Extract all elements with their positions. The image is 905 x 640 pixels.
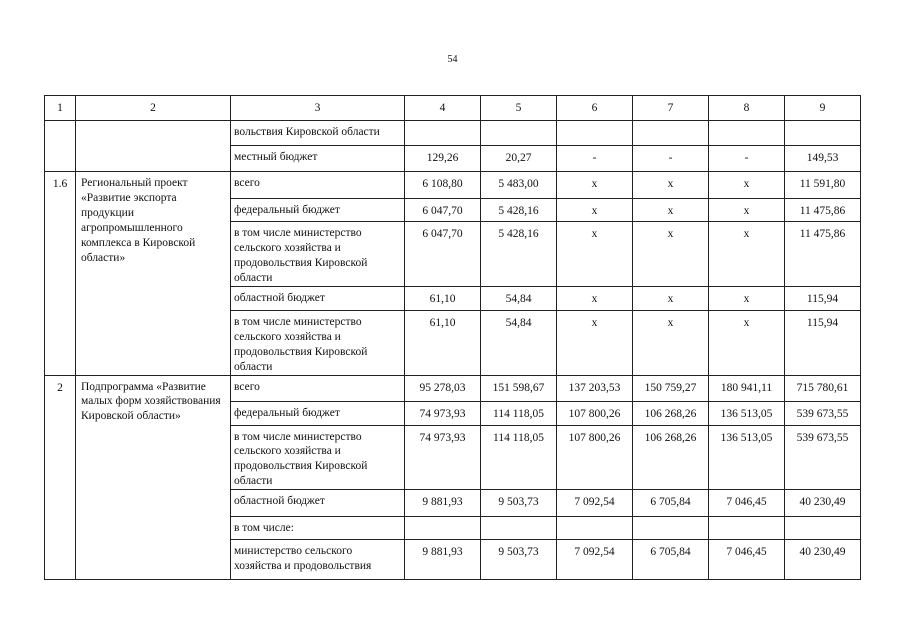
funding-source: вольствия Кировской области — [231, 121, 405, 146]
amount-cell: 95 278,03 — [405, 375, 481, 401]
amount-cell: 6 705,84 — [633, 490, 709, 517]
amount-cell: x — [557, 286, 633, 310]
amount-cell: 129,26 — [405, 146, 481, 172]
amount-cell: 150 759,27 — [633, 375, 709, 401]
amount-cell: 11 475,86 — [785, 222, 861, 287]
amount-cell: 40 230,49 — [785, 490, 861, 517]
amount-cell — [709, 517, 785, 540]
amount-cell: x — [709, 222, 785, 287]
amount-cell: x — [633, 199, 709, 222]
funding-source: федеральный бюджет — [231, 401, 405, 425]
amount-cell: 151 598,67 — [481, 375, 557, 401]
funding-source: министерство сельского хозяйства и продовольствия — [231, 540, 405, 580]
header-cell: 2 — [76, 96, 231, 121]
amount-cell: 114 118,05 — [481, 425, 557, 490]
amount-cell — [633, 517, 709, 540]
amount-cell: 106 268,26 — [633, 425, 709, 490]
amount-cell: 9 881,93 — [405, 490, 481, 517]
header-cell: 4 — [405, 96, 481, 121]
amount-cell: 11 475,86 — [785, 199, 861, 222]
amount-cell: 715 780,61 — [785, 375, 861, 401]
amount-cell: 20,27 — [481, 146, 557, 172]
amount-cell: x — [633, 286, 709, 310]
amount-cell: 7 092,54 — [557, 490, 633, 517]
amount-cell: 11 591,80 — [785, 172, 861, 199]
table-row — [45, 121, 861, 146]
funding-source: областной бюджет — [231, 286, 405, 310]
amount-cell: x — [557, 199, 633, 222]
header-cell: 5 — [481, 96, 557, 121]
page-number: 54 — [447, 54, 458, 65]
amount-cell — [405, 517, 481, 540]
amount-cell: 74 973,93 — [405, 401, 481, 425]
funding-source: всего — [231, 375, 405, 401]
amount-cell: 5 428,16 — [481, 222, 557, 287]
amount-cell: x — [709, 199, 785, 222]
amount-cell: x — [557, 310, 633, 375]
amount-cell: 9 503,73 — [481, 540, 557, 580]
amount-cell: 6 047,70 — [405, 199, 481, 222]
amount-cell — [709, 121, 785, 146]
header-cell: 8 — [709, 96, 785, 121]
amount-cell — [557, 517, 633, 540]
amount-cell: 114 118,05 — [481, 401, 557, 425]
amount-cell — [633, 121, 709, 146]
amount-cell: 539 673,55 — [785, 401, 861, 425]
item-name — [76, 121, 231, 172]
funding-source: в том числе: — [231, 517, 405, 540]
amount-cell: 149,53 — [785, 146, 861, 172]
amount-cell: x — [709, 286, 785, 310]
amount-cell: 40 230,49 — [785, 540, 861, 580]
funding-source: местный бюджет — [231, 146, 405, 172]
funding-source: в том числе министерство сельского хозяйства и продовольствия Кировской области — [231, 222, 405, 287]
amount-cell: x — [633, 310, 709, 375]
amount-cell: x — [633, 222, 709, 287]
amount-cell: 136 513,05 — [709, 401, 785, 425]
amount-cell: 54,84 — [481, 310, 557, 375]
funding-source: в том числе министерство сельского хозяйства и продовольствия Кировской области — [231, 425, 405, 490]
amount-cell: x — [709, 310, 785, 375]
amount-cell: 61,10 — [405, 286, 481, 310]
table-row — [45, 375, 861, 401]
amount-cell — [481, 517, 557, 540]
funding-source: в том числе министерство сельского хозяйства и продовольствия Кировской области — [231, 310, 405, 375]
funding-source: федеральный бюджет — [231, 199, 405, 222]
amount-cell: 136 513,05 — [709, 425, 785, 490]
amount-cell: - — [557, 146, 633, 172]
amount-cell: x — [709, 172, 785, 199]
amount-cell: 6 705,84 — [633, 540, 709, 580]
header-cell: 9 — [785, 96, 861, 121]
funding-source: всего — [231, 172, 405, 199]
amount-cell: 539 673,55 — [785, 425, 861, 490]
amount-cell: 115,94 — [785, 286, 861, 310]
amount-cell: 7 092,54 — [557, 540, 633, 580]
item-number — [45, 121, 76, 172]
amount-cell — [405, 121, 481, 146]
header-cell: 1 — [45, 96, 76, 121]
amount-cell: 54,84 — [481, 286, 557, 310]
amount-cell — [481, 121, 557, 146]
table-header-row — [45, 96, 861, 121]
amount-cell: 9 503,73 — [481, 490, 557, 517]
amount-cell: x — [557, 172, 633, 199]
amount-cell: 7 046,45 — [709, 490, 785, 517]
item-name: Подпрограмма «Развитие малых форм хозяйствования Кировской области» — [76, 375, 231, 580]
amount-cell — [785, 121, 861, 146]
amount-cell: 9 881,93 — [405, 540, 481, 580]
amount-cell: 106 268,26 — [633, 401, 709, 425]
amount-cell: 7 046,45 — [709, 540, 785, 580]
header-cell: 7 — [633, 96, 709, 121]
amount-cell: x — [557, 222, 633, 287]
item-number: 1.6 — [45, 172, 76, 376]
amount-cell: - — [633, 146, 709, 172]
amount-cell: 137 203,53 — [557, 375, 633, 401]
header-cell: 6 — [557, 96, 633, 121]
amount-cell — [785, 517, 861, 540]
item-name: Региональный проект «Развитие экспорта продукции агропромышленного комплекса в Кировской области» — [76, 172, 231, 376]
amount-cell — [557, 121, 633, 146]
table-row — [45, 172, 861, 199]
amount-cell: 74 973,93 — [405, 425, 481, 490]
item-number: 2 — [45, 375, 76, 580]
amount-cell: 6 108,80 — [405, 172, 481, 199]
header-cell: 3 — [231, 96, 405, 121]
funding-source: областной бюджет — [231, 490, 405, 517]
amount-cell: 5 428,16 — [481, 199, 557, 222]
amount-cell: 115,94 — [785, 310, 861, 375]
amount-cell: 180 941,11 — [709, 375, 785, 401]
amount-cell: x — [633, 172, 709, 199]
amount-cell: 61,10 — [405, 310, 481, 375]
amount-cell: 6 047,70 — [405, 222, 481, 287]
amount-cell: 107 800,26 — [557, 425, 633, 490]
amount-cell: 5 483,00 — [481, 172, 557, 199]
amount-cell: 107 800,26 — [557, 401, 633, 425]
budget-table — [44, 95, 861, 580]
amount-cell: - — [709, 146, 785, 172]
